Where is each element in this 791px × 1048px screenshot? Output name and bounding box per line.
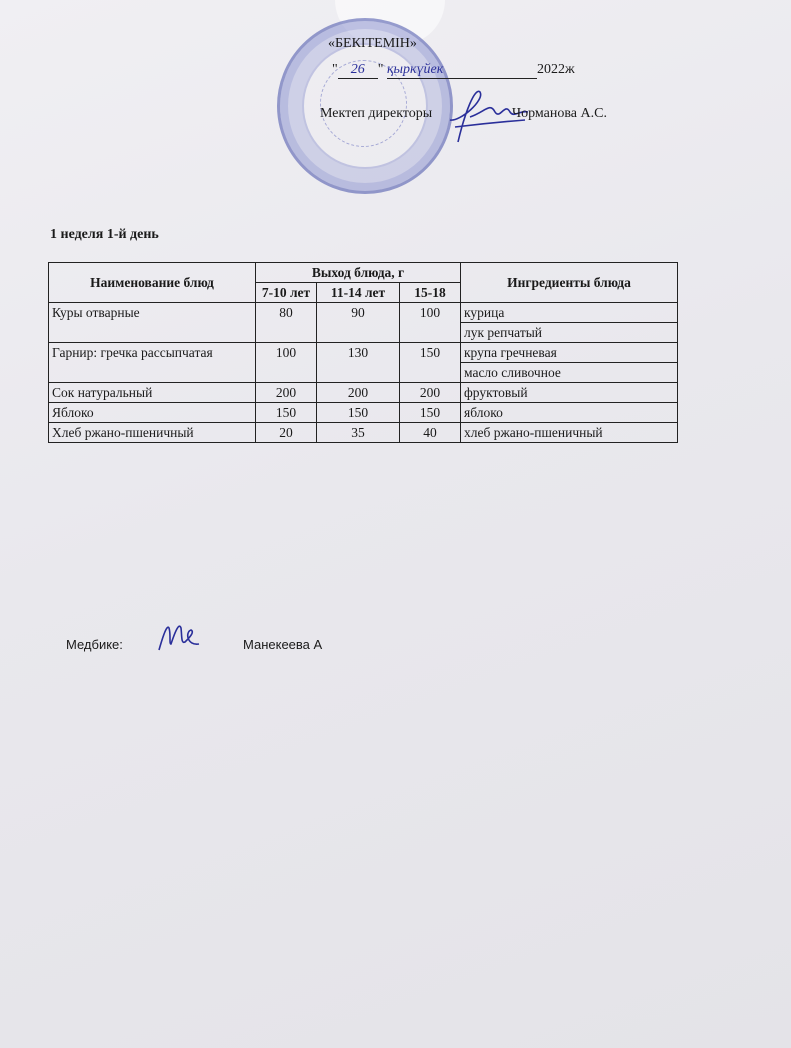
dish-name: Гарнир: гречка рассыпчатая [49, 343, 256, 383]
approval-position: Мектеп директоры [320, 106, 433, 121]
dish-name: Хлеб ржано-пшеничный [49, 423, 256, 443]
yield-7-10: 150 [256, 403, 317, 423]
yield-11-14: 130 [317, 343, 400, 383]
table-row [49, 423, 678, 443]
dish-name: Куры отварные [49, 303, 256, 343]
ingredient: хлеб ржано-пшеничный [461, 423, 678, 443]
yield-15-18: 200 [400, 383, 461, 403]
yield-7-10: 20 [256, 423, 317, 443]
ingredient: лук репчатый [461, 323, 678, 343]
table-row [49, 303, 678, 323]
table-row [49, 383, 678, 403]
dish-name: Яблоко [49, 403, 256, 423]
table-row [49, 403, 678, 423]
dish-name: Сок натуральный [49, 383, 256, 403]
ingredient: масло сливочное [461, 363, 678, 383]
approval-name: Чорманова А.С. [512, 106, 607, 121]
yield-15-18: 40 [400, 423, 461, 443]
yield-15-18: 100 [400, 303, 461, 343]
yield-11-14: 90 [317, 303, 400, 343]
yield-15-18: 150 [400, 343, 461, 383]
nurse-label: Медбике: [66, 637, 123, 652]
header-age-15-18: 15-18 [400, 283, 461, 303]
yield-11-14: 200 [317, 383, 400, 403]
nurse-signature [155, 618, 205, 658]
header-age-11-14: 11-14 лет [317, 283, 400, 303]
header-age-7-10: 7-10 лет [256, 283, 317, 303]
menu-heading: 1 неделя 1-й день [50, 227, 159, 242]
ingredient: фруктовый [461, 383, 678, 403]
approval-title: «БЕКІТЕМІН» [328, 36, 417, 51]
header-ingredients: Ингредиенты блюда [461, 263, 678, 303]
header-yield: Выход блюда, г [256, 263, 461, 283]
approval-date: " 26 " қыркүйек 2022ж [332, 62, 575, 77]
menu-table [48, 262, 678, 443]
ingredient: крупа гречневая [461, 343, 678, 363]
yield-11-14: 35 [317, 423, 400, 443]
header-name: Наименование блюд [49, 263, 256, 303]
ingredient: курица [461, 303, 678, 323]
ingredient: яблоко [461, 403, 678, 423]
table-row [49, 343, 678, 363]
yield-11-14: 150 [317, 403, 400, 423]
nurse-name: Манекеева А [243, 637, 323, 652]
approval-month: қыркүйек [387, 62, 537, 79]
yield-7-10: 100 [256, 343, 317, 383]
yield-15-18: 150 [400, 403, 461, 423]
yield-7-10: 80 [256, 303, 317, 343]
approval-year: 2022ж [536, 62, 575, 77]
approval-day: 26 [338, 62, 378, 79]
yield-7-10: 200 [256, 383, 317, 403]
